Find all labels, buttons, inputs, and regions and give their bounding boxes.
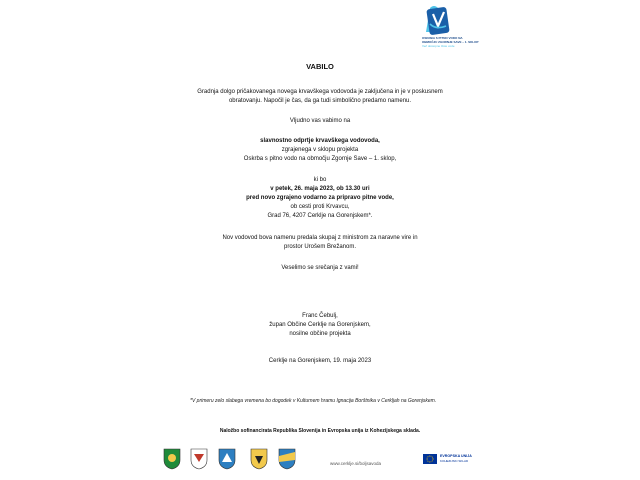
footer-url[interactable]: www.cerklje.si/boljsavoda (330, 461, 382, 466)
municipal-crest-3-icon (218, 448, 236, 470)
eu-logo (423, 446, 483, 470)
invite-line: Vljudno vas vabimo na (289, 118, 351, 124)
event-title: slavnostno odprtje krvavškega vodovoda, (260, 138, 380, 144)
logo-line-3: Več dostopne čiste vode (422, 44, 455, 48)
eu-logo-text: EVROPSKA UNIJA (440, 454, 472, 458)
water-drop-logo-icon (420, 2, 500, 36)
event-date: v petek, 26. maja 2023, ob 13.30 uri (270, 186, 370, 192)
signature-role: župan Občine Cerklje na Gorenjskem, (269, 322, 371, 328)
eu-flag-icon (423, 454, 437, 464)
closing-line: Veselimo se srečanja z vami! (281, 265, 359, 271)
intro-line-2: obratovanju. Napočil je čas, da ga tudi simbolično predamo namenu. (228, 97, 412, 104)
handover-line-2: prostor Urošem Brežanom. (283, 244, 357, 250)
event-sub-1: zgrajenega v sklopu projekta (281, 147, 359, 153)
municipal-crest-5-icon (278, 448, 296, 470)
handover-line-1: Nov vodovod bova namenu predala skupaj z ministrom za naravne vire in (222, 235, 418, 241)
municipal-crest-1-icon (163, 448, 181, 470)
ki-bo: ki bo (313, 177, 327, 183)
logo-line-2: OBMOČJU ZGORNJE SAVE – 1. SKLOP (422, 40, 479, 44)
logo-line-1: OSKRBA S PITNO VODO NA (422, 36, 463, 40)
footnote: *V primeru zelo slabega vremena bo dogodek v Kulturnem hramu Ignacija Borštnika v Cerkljah na Gorenjskem. (190, 398, 437, 404)
eu-logo-sub: KOHEZIJSKI SKLAD (440, 459, 469, 463)
address-line-2: Grad 76, 4207 Cerklje na Gorenjskem*. (267, 213, 373, 219)
address-line-1: ob cesti proti Krvavcu, (290, 204, 350, 210)
funding-statement: Naložbo sofinancirata Republika Slovenija in Evropska unija iz Kohezijskega sklada. (219, 428, 421, 434)
event-sub-2: Oskrba s pitno vodo na območju Zgornje Save – 1. sklop, (243, 156, 397, 162)
signature-holder: nosilne občine projekta (289, 331, 351, 337)
place-date: Cerklje na Gorenjskem, 19. maja 2023 (268, 358, 372, 364)
municipal-crest-4-icon (250, 448, 268, 470)
intro-line-1: Gradnja dolgo pričakovanega novega krvavškega vodovoda je zaključena in je v poskusnem (197, 89, 443, 95)
project-logo (420, 2, 500, 54)
municipal-crest-2-icon (190, 448, 208, 470)
event-place: pred novo zgrajeno vodarno za pripravo pitne vode, (246, 195, 394, 201)
page-title: VABILO (306, 62, 334, 71)
signature-name: Franc Čebulj, (302, 313, 338, 319)
